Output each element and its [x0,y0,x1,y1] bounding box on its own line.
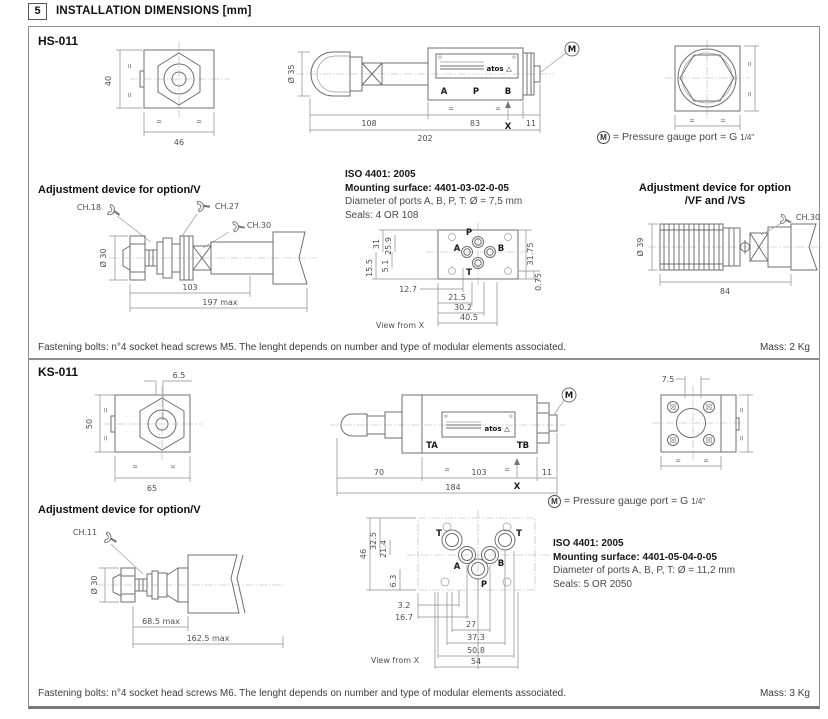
ks-mount-port-t1: T [436,529,442,539]
ks-side-view [325,370,623,498]
hs-view-x-label: X [504,122,512,132]
eq-mark: = [126,63,134,69]
hs-iso-line4: Seals: 4 OR 108 [345,209,419,221]
ks-side-d3: 11 [541,468,553,477]
eq-mark: = [132,463,138,471]
ks-mount-db6: 54 [470,657,482,666]
hs-adjustment-v-drawing [45,196,343,318]
eq-mark: = [444,466,450,474]
ks-adjustment-v-drawing [45,518,340,653]
hs-side-d4: 202 [417,134,433,143]
hs-ch30-label: CH.30 [246,221,272,230]
hs-fastening-note: Fastening bolts: n°4 socket head screws M5. The lenght depends on number and type of modular elements associated. [38,342,567,353]
ks-ch11-label: CH.11 [72,528,98,537]
ks-mass: Mass: 3 Kg [759,688,810,699]
brand-logo: atos [486,65,504,73]
page-title: INSTALLATION DIMENSIONS [mm] [56,5,252,17]
hs-view-from-x: View from X [375,321,425,330]
hs-side-d3: 11 [525,119,537,128]
hs-mount-port-t: T [466,268,472,278]
eq-mark: = [675,457,681,465]
hs-end-outline [675,46,740,111]
hs-port-p: P [472,87,480,97]
ks-adjv-d1: 68.5 max [142,617,180,626]
eq-mark: = [746,61,754,67]
ks-port-ta: TA [426,441,438,451]
ks-port-tb: TB [516,441,530,451]
eq-mark: = [504,466,510,474]
eq-mark: = [102,407,110,413]
eq-mark: = [720,117,726,125]
ks-front-dims [95,381,192,482]
hs-iso-block [345,168,522,222]
hs-ch18-label: CH.18 [76,203,102,212]
brand-triangle-icon: △ [506,65,512,73]
ks-end-view [640,368,790,480]
eq-mark: = [495,105,501,113]
ks-gauge-note-text: = Pressure gauge port = G [564,495,689,507]
hs-mount-dr2: 0.75 [534,273,543,291]
hs-mount-db3: 30.2 [454,303,472,312]
hs-adjustment-vf-title-line2: /VF and /VS [684,195,746,207]
ks-side-d2: 103 [471,468,487,477]
ks-mount-db2: 16.7 [395,613,413,622]
bolt-hole [668,435,679,446]
hs-front-view [92,38,307,150]
hs-mounting-surface-drawing [362,222,620,340]
ks-front-outline [111,395,190,452]
ks-iso-line1: ISO 4401: 2005 [553,538,624,549]
section-divider [28,358,820,360]
hs-mount-port-a: A [453,244,461,254]
hs-mount-dl4: 5.1 [381,259,390,273]
bolt-hole [704,435,715,446]
ks-adjustment-v-title: Adjustment device for option/V [38,504,201,516]
ks-iso-line2: Mounting surface: 4401-05-04-0-05 [553,551,717,563]
ks-mount-db5: 50.8 [467,646,485,655]
ks011-model-label: KS-011 [38,365,79,379]
eq-mark: = [689,117,695,125]
ks-front-view [80,370,320,498]
ks-mount-dl1: 46 [359,548,368,560]
hs-side-dims [298,52,540,133]
hs-gauge-note [597,131,754,144]
hs-adjvf-dia: Ø 39 [636,237,645,257]
m-port-symbol: M [597,131,610,144]
hs-end-dims [675,46,759,130]
hs-mass: Mass: 2 Kg [759,342,810,353]
m-port-symbol: M [548,495,561,508]
hs-adjustment-vf-title-line1: Adjustment device for option [638,182,792,194]
wrench-icon [182,199,210,236]
hs-adjustment-v-title: Adjustment device for option/V [38,184,201,196]
hs-end-view [655,38,785,138]
ks-adjv-d2: 162.5 max [186,634,230,643]
x-arrow [505,101,511,108]
ks-mount-port-a: A [453,562,461,572]
hs-adjv-d1: 103 [182,283,198,292]
eq-mark: = [746,91,754,97]
hs-adjv-dia: Ø 30 [99,248,108,268]
eq-mark: = [448,105,454,113]
hs-mount-dr1: 31.75 [526,242,535,266]
ks-iso-line3: Diameter of ports A, B, P, T: Ø = 11,2 mm [553,565,736,576]
hs-mount-db2: 21.5 [448,293,466,302]
hs-mount-dl2: 25.9 [384,237,393,255]
ks-mount-dl2: 32.5 [369,532,378,550]
ks-front-dim-w: 65 [146,484,158,493]
ks-adjv-outline [113,555,245,613]
hs-mount-dl3: 15.5 [365,259,374,277]
hs-mount-dl1: 31 [372,238,381,250]
hs-iso-line3: Diameter of ports A, B, P, T: Ø = 7,5 mm [345,196,523,207]
hs-adjustment-vf-title [605,182,825,208]
ks-view-from-x: View from X [370,656,420,665]
ks-front-offset: 6.5 [172,371,186,380]
eq-mark: = [102,435,110,441]
ks-fastening-note: Fastening bolts: n°4 socket head screws M6. The lenght depends on number and type of modular elements associated. [38,688,567,699]
hs-m-balloon-label: M [567,45,577,55]
hs-iso-line1: ISO 4401: 2005 [345,169,416,180]
hs-side-d2: 83 [469,119,481,128]
ks-m-balloon-label: M [564,391,574,401]
hs-ch27-label: CH.27 [214,202,240,211]
hs-iso-line2: Mounting surface: 4401-03-02-0-05 [345,182,509,194]
ks-mount-port-t2: T [516,529,522,539]
ks-iso-block [553,537,735,591]
hs-mount-db4: 40.5 [460,313,478,322]
hs-adjvf-ch30-label: CH.30 [795,213,821,222]
hs-front-dim-w: 46 [173,138,185,147]
hs-mount-db1: 12.7 [399,285,417,294]
ks-adjv-dia: Ø 30 [90,575,99,595]
hs-front-dim-h: 40 [104,75,113,87]
hs-mount-port-b: B [497,244,505,254]
ks-front-dim-h: 50 [85,418,94,430]
ks-iso-line4: Seals: 5 OR 2050 [553,578,632,590]
hs-side-d1: 108 [361,119,377,128]
ks-mount-dl4: 6.3 [389,574,398,588]
ks-end-outline [661,395,739,452]
bolt-hole [668,402,679,413]
ks-gauge-note-fraction: 1/4" [691,497,706,506]
ks-mount-db4: 37.3 [467,633,485,642]
section-number: 5 [28,3,47,20]
ks-mount-db1: 3.2 [397,601,411,610]
hs-side-view [288,38,588,152]
brand-triangle-icon: △ [504,425,510,433]
ks-mount-db3: 27 [465,620,477,629]
hs-adjv-d2: 197 max [202,298,238,307]
hs011-model-label: HS-011 [38,34,79,48]
hs-side-dia: Ø 35 [287,64,296,84]
ks-side-d1: 70 [373,468,385,477]
ks-end-offset: 7.5 [661,375,675,384]
ks-view-x-label: X [513,482,521,492]
eq-mark: = [196,118,202,126]
eq-mark: = [703,457,709,465]
hs-port-b: B [504,87,512,97]
wrench-icon [203,221,245,248]
hs-port-a: A [440,87,448,97]
hs-gauge-note-fraction: 1/4" [740,133,755,142]
eq-mark: = [170,463,176,471]
eq-mark: = [738,435,746,441]
ks-side-d4: 184 [445,483,461,492]
eq-mark: = [126,92,134,98]
wrench-icon [761,214,792,235]
ks-mount-dl3: 21.4 [379,540,388,558]
x-arrow [514,458,520,465]
bolt-hole [704,402,715,413]
hs-gauge-note-text: = Pressure gauge port = G [613,131,738,143]
ks-mount-port-p: P [480,580,488,590]
hs-adjvf-d1: 84 [719,287,731,296]
brand-logo: atos [484,425,502,433]
hs-mount-port-p: P [465,228,473,238]
eq-mark: = [156,118,162,126]
hs-adjustment-vf-drawing [628,212,826,300]
eq-mark: = [738,407,746,413]
ks-mount-port-b: B [497,559,505,569]
